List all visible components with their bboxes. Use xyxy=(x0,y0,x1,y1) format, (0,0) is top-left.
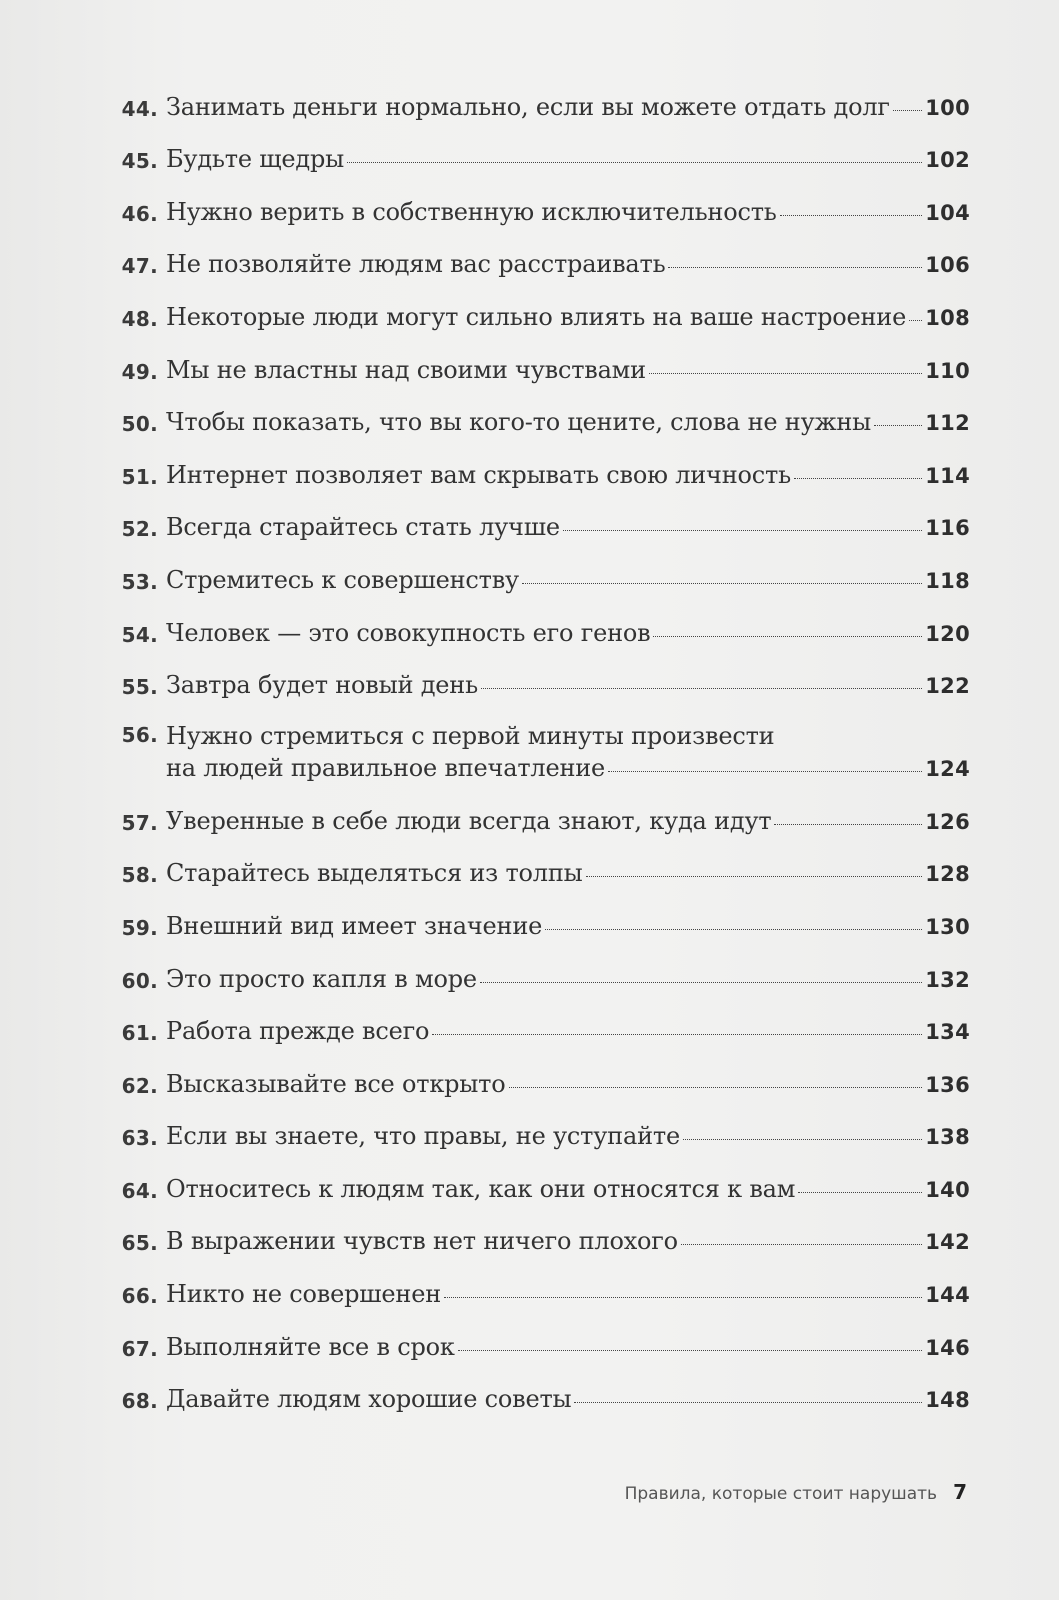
entry-title: Внешний вид имеет значение xyxy=(166,911,543,940)
dot-leader xyxy=(780,215,923,216)
entry-title: Чтобы показать, что вы кого-то цените, слова не нужны xyxy=(166,408,872,437)
toc-entry xyxy=(100,394,970,447)
entry-number: 58. xyxy=(121,863,158,888)
entry-title: Завтра будет новый день xyxy=(166,671,478,700)
entry-page-number: 146 xyxy=(925,1335,970,1360)
entry-number: 45. xyxy=(121,149,158,174)
entry-title-line1: Нужно стремиться с первой минуты произвести xyxy=(166,722,775,751)
toc-entry xyxy=(100,236,970,289)
toc-entry xyxy=(100,1213,970,1266)
dot-leader xyxy=(509,1087,923,1088)
entry-title: Высказывайте все открыто xyxy=(166,1069,506,1098)
toc-entry xyxy=(100,709,970,792)
dot-leader xyxy=(774,824,922,825)
entry-number: 59. xyxy=(121,915,158,940)
toc-entry xyxy=(100,845,970,898)
entry-page-number: 140 xyxy=(925,1177,970,1202)
dot-leader xyxy=(681,1244,922,1245)
entry-number: 63. xyxy=(121,1126,158,1151)
dot-leader xyxy=(432,1034,922,1035)
entry-page-number: 112 xyxy=(925,411,970,436)
dot-leader xyxy=(563,530,922,531)
dot-leader xyxy=(909,320,922,321)
entry-title: Всегда старайтесь стать лучше xyxy=(166,513,560,542)
toc-entry xyxy=(100,183,970,236)
dot-leader xyxy=(683,1139,922,1140)
entry-number: 56. xyxy=(121,723,158,748)
entry-number: 47. xyxy=(121,254,158,279)
dot-leader xyxy=(444,1297,922,1298)
entry-page-number: 130 xyxy=(925,914,970,939)
entry-number: 53. xyxy=(121,569,158,594)
entry-page-number: 138 xyxy=(925,1125,970,1150)
toc-entry xyxy=(100,446,970,499)
entry-number: 49. xyxy=(121,359,158,384)
entry-page-number: 108 xyxy=(925,305,970,330)
entry-page-number: 132 xyxy=(925,967,970,992)
table-of-contents xyxy=(100,78,970,1423)
toc-entry xyxy=(100,950,970,1003)
entry-number: 46. xyxy=(121,201,158,226)
toc-entry xyxy=(100,1108,970,1161)
entry-title: Не позволяйте людям вас расстраивать xyxy=(166,250,666,279)
entry-number: 51. xyxy=(121,464,158,489)
entry-number: 65. xyxy=(121,1231,158,1256)
toc-entry xyxy=(100,78,970,131)
entry-number: 68. xyxy=(121,1389,158,1414)
dot-leader xyxy=(668,267,922,268)
entry-page-number: 110 xyxy=(925,358,970,383)
toc-entry xyxy=(100,792,970,845)
entry-title: Относитесь к людям так, как они относятся к вам xyxy=(166,1174,796,1203)
dot-leader xyxy=(574,1402,922,1403)
toc-entry xyxy=(100,1371,970,1424)
entry-number: 44. xyxy=(121,96,158,121)
entry-title: Выполняйте все в срок xyxy=(166,1332,455,1361)
entry-page-number: 102 xyxy=(925,148,970,173)
dot-leader xyxy=(480,982,922,983)
toc-entry xyxy=(100,1003,970,1056)
dot-leader xyxy=(794,478,922,479)
entry-page-number: 100 xyxy=(925,95,970,120)
dot-leader xyxy=(798,1192,922,1193)
entry-page-number: 104 xyxy=(925,200,970,225)
entry-number: 54. xyxy=(121,622,158,647)
entry-page-number: 126 xyxy=(925,809,970,834)
entry-number: 67. xyxy=(121,1336,158,1361)
entry-title: Интернет позволяет вам скрывать свою личность xyxy=(166,460,791,489)
dot-leader xyxy=(586,876,923,877)
toc-entry xyxy=(100,131,970,184)
entry-page-number: 144 xyxy=(925,1283,970,1308)
running-title: Правила, которые стоит нарушать xyxy=(624,1484,938,1504)
entry-title: Работа прежде всего xyxy=(166,1017,430,1046)
toc-entry xyxy=(100,1055,970,1108)
entry-number: 50. xyxy=(121,412,158,437)
page-footer xyxy=(625,1480,967,1504)
entry-page-number: 122 xyxy=(925,674,970,699)
entry-title: Это просто капля в море xyxy=(166,964,477,993)
entry-page-number: 148 xyxy=(925,1388,970,1413)
toc-entry xyxy=(100,897,970,950)
entry-page-number: 118 xyxy=(925,568,970,593)
entry-number: 48. xyxy=(121,306,158,331)
toc-entry xyxy=(100,341,970,394)
entry-title: Если вы знаете, что правы, не уступайте xyxy=(166,1122,680,1151)
entry-title: на людей правильное впечатление xyxy=(166,754,606,783)
toc-entry xyxy=(100,499,970,552)
entry-page-number: 134 xyxy=(925,1020,970,1045)
entry-title: Никто не совершенен xyxy=(166,1280,441,1309)
entry-page-number: 136 xyxy=(925,1072,970,1097)
dot-leader xyxy=(893,110,923,111)
entry-title: Человек — это совокупность его генов xyxy=(166,618,651,647)
toc-entry xyxy=(100,551,970,604)
entry-number: 60. xyxy=(121,968,158,993)
dot-leader xyxy=(522,583,922,584)
entry-title: Старайтесь выделяться из толпы xyxy=(166,859,583,888)
dot-leader xyxy=(347,162,922,163)
entry-page-number: 114 xyxy=(925,463,970,488)
entry-page-number: 116 xyxy=(925,516,970,541)
entry-number: 57. xyxy=(121,810,158,835)
entry-number: 55. xyxy=(121,675,158,700)
toc-entry xyxy=(100,657,970,710)
entry-page-number: 142 xyxy=(925,1230,970,1255)
entry-number: 66. xyxy=(121,1284,158,1309)
entry-title: Мы не властны над своими чувствами xyxy=(166,355,646,384)
entry-number: 62. xyxy=(121,1073,158,1098)
toc-entry xyxy=(100,288,970,341)
dot-leader xyxy=(874,425,922,426)
entry-title: Некоторые люди могут сильно влиять на ваше настроение xyxy=(166,302,907,331)
entry-page-number: 124 xyxy=(925,757,970,782)
entry-title: В выражении чувств нет ничего плохого xyxy=(166,1227,678,1256)
entry-title: Будьте щедры xyxy=(166,145,345,174)
entry-title: Занимать деньги нормально, если вы можете отдать долг xyxy=(166,92,890,121)
entry-number: 64. xyxy=(121,1178,158,1203)
toc-entry xyxy=(100,1318,970,1371)
entry-page-number: 106 xyxy=(925,253,970,278)
dot-leader xyxy=(608,771,922,772)
toc-entry xyxy=(100,1265,970,1318)
dot-leader xyxy=(458,1350,923,1351)
entry-page-number: 128 xyxy=(925,862,970,887)
entry-number: 61. xyxy=(121,1021,158,1046)
entry-page-number: 120 xyxy=(925,621,970,646)
dot-leader xyxy=(653,636,922,637)
entry-title: Уверенные в себе люди всегда знают, куда идут xyxy=(166,806,772,835)
page-number: 7 xyxy=(953,1480,967,1504)
entry-title: Давайте людям хорошие советы xyxy=(166,1385,572,1414)
entry-number: 52. xyxy=(121,517,158,542)
toc-entry xyxy=(100,604,970,657)
entry-title: Стремитесь к совершенству xyxy=(166,565,519,594)
dot-leader xyxy=(649,373,922,374)
toc-entry xyxy=(100,1160,970,1213)
entry-title: Нужно верить в собственную исключительность xyxy=(166,197,777,226)
dot-leader xyxy=(545,929,922,930)
dot-leader xyxy=(481,688,922,689)
